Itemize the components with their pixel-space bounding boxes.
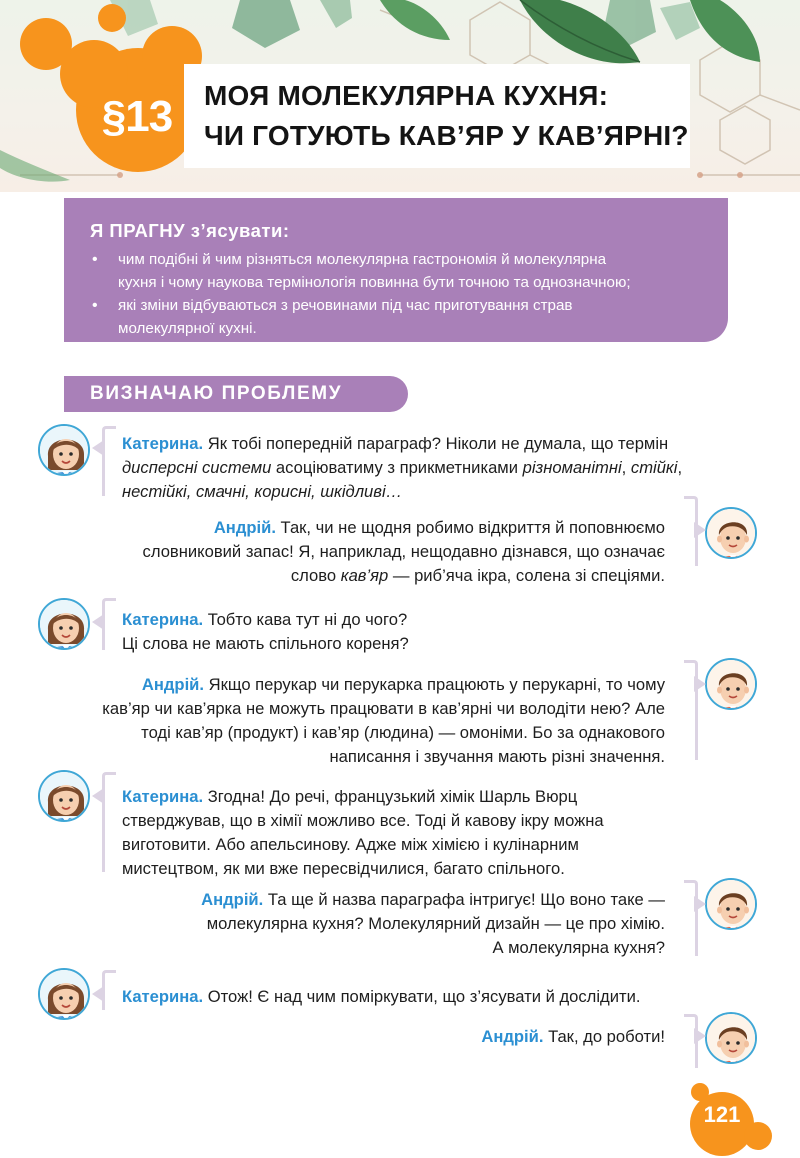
title-line-1: МОЯ МОЛЕКУЛЯРНА КУХНЯ: — [204, 80, 609, 111]
learning-goals-box — [64, 198, 728, 342]
speaker-andriy: Андрій. — [141, 675, 204, 694]
speaker-katerina: Катерина. — [122, 787, 204, 806]
dialogue-text: Отож! Є над чим поміркувати, що з’ясувати й дослідити. — [203, 987, 641, 1006]
girl-avatar-icon — [38, 598, 90, 650]
dialogue-pointer — [694, 676, 706, 692]
dialogue-pointer — [92, 440, 104, 456]
dialogue-line — [214, 516, 665, 540]
girl-avatar-icon — [38, 968, 90, 1020]
goal-text: кухня і чому наукова термінологія повинна бути точною та однозначною; — [118, 274, 631, 291]
dialogue-line: тоді кав’яр (продукт) і кав’яр (людина) — омоніми. Бо за однакового — [141, 723, 665, 742]
speaker-katerina: Катерина. — [122, 434, 204, 453]
dialogue-text: Так, до роботи! — [543, 1027, 665, 1046]
speaker-andriy: Андрій. — [481, 1027, 544, 1046]
dialogue-text: Як тобі попередній параграф? Ніколи не думала, що термін — [203, 434, 669, 453]
page-title — [184, 64, 690, 168]
term-italic: дисперсні системи — [122, 458, 272, 477]
section-heading: ВИЗНАЧАЮ ПРОБЛЕМУ — [64, 376, 408, 412]
dialogue-bracket — [102, 970, 116, 1010]
term-italic: стійкі — [630, 458, 678, 477]
dialogue-line: А молекулярна кухня? — [492, 938, 665, 957]
goals-list — [90, 248, 702, 340]
goal-text: молекулярної кухні. — [118, 320, 257, 337]
dialogue-bracket — [102, 598, 116, 650]
dialogue-text: — риб’яча ікра, солена зі спеціями. — [388, 566, 665, 585]
boy-avatar-icon — [705, 507, 757, 559]
dialogue-text: Так, чи не щодня робимо відкриття й поповнюємо — [275, 518, 665, 537]
boy-avatar-icon — [705, 658, 757, 710]
dialogue-text: Згодна! До речі, французький хімік Шарль Вюрц — [203, 787, 578, 806]
title-line-2: ЧИ ГОТУЮТЬ КАВ’ЯР У КАВ’ЯРНІ? — [204, 120, 689, 151]
dialogue-text: , — [621, 458, 631, 477]
dialogue-line: кав’яр чи кав’ярка не можуть працювати в кав’ярні чи володіти нею? Але — [102, 699, 665, 718]
boy-avatar-icon — [705, 878, 757, 930]
header-banner — [0, 0, 800, 192]
goal-item — [90, 294, 702, 340]
dialogue-pointer — [92, 986, 104, 1002]
dialogue-pointer — [92, 788, 104, 804]
dialogue-line — [481, 1025, 665, 1049]
dialogue-text: , — [677, 458, 683, 477]
dialogue-line: стверджував, що в хімії можливо все. Тоді й кавову ікру можна — [122, 811, 604, 830]
speaker-katerina: Катерина. — [122, 987, 204, 1006]
dialogue-text: асоціюватиму з прикметниками — [271, 458, 523, 477]
dialogue-line — [122, 456, 682, 480]
goal-item — [90, 248, 702, 294]
dialogue-text: Тобто кава тут ні до чого? — [203, 610, 408, 629]
dialogue-line: написання і звучання мають різні значення. — [329, 747, 665, 766]
dialogue-bracket — [684, 660, 698, 760]
dialogue-pointer — [92, 614, 104, 630]
dialogue-line — [122, 985, 640, 1009]
dialogue-line: нестійкі, смачні, корисні, шкідливі… — [122, 482, 403, 501]
dialogue-line — [142, 673, 665, 697]
dialogue-bracket — [684, 880, 698, 956]
boy-avatar-icon — [705, 1012, 757, 1064]
dialogue-text: Та ще й назва параграфа інтригує! Що воно таке — — [263, 890, 665, 909]
dialogue-line — [122, 608, 407, 632]
dialogue-line: мистецтвом, як ми вже пересвідчилися, багато спільного. — [122, 859, 565, 878]
girl-avatar-icon — [38, 424, 90, 476]
dialogue-pointer — [694, 1028, 706, 1044]
page-number: 121 — [703, 1102, 741, 1127]
term-italic: кав’яр — [340, 566, 389, 585]
goal-text: які зміни відбуваються з речовинами під час приготування страв — [118, 297, 573, 314]
speaker-andriy: Андрій. — [201, 890, 264, 909]
dialogue-bracket — [102, 772, 116, 872]
goals-heading: Я ПРАГНУ з’ясувати: — [90, 220, 290, 241]
dialogue-line — [122, 432, 668, 456]
dialogue-line — [122, 785, 577, 809]
dialogue-line: Ці слова не мають спільного кореня? — [122, 634, 409, 653]
dialogue-pointer — [694, 896, 706, 912]
dialogue-line — [291, 564, 665, 588]
dialogue-text: слово — [290, 566, 341, 585]
goal-text: чим подібні й чим різняться молекулярна гастрономія й молекулярна — [118, 251, 607, 268]
dialogue-text: Якщо перукар чи перукарка працюють у перукарні, то чому — [204, 675, 665, 694]
dialogue-pointer — [694, 522, 706, 538]
dialogue-bracket — [102, 426, 116, 496]
term-italic: різноманітні — [522, 458, 622, 477]
dialogue-line — [201, 888, 665, 912]
speaker-andriy: Андрій. — [213, 518, 276, 537]
dialogue-line: молекулярна кухня? Молекулярний дизайн — це про хімію. — [206, 914, 665, 933]
dialogue-line: словниковий запас! Я, наприклад, нещодавно дізнався, що означає — [142, 542, 665, 561]
paragraph-number: §13 — [101, 92, 173, 141]
dialogue-line: виготовити. Або апельсинову. Адже між хімією і кулінарним — [122, 835, 579, 854]
speaker-katerina: Катерина. — [122, 610, 204, 629]
girl-avatar-icon — [38, 770, 90, 822]
